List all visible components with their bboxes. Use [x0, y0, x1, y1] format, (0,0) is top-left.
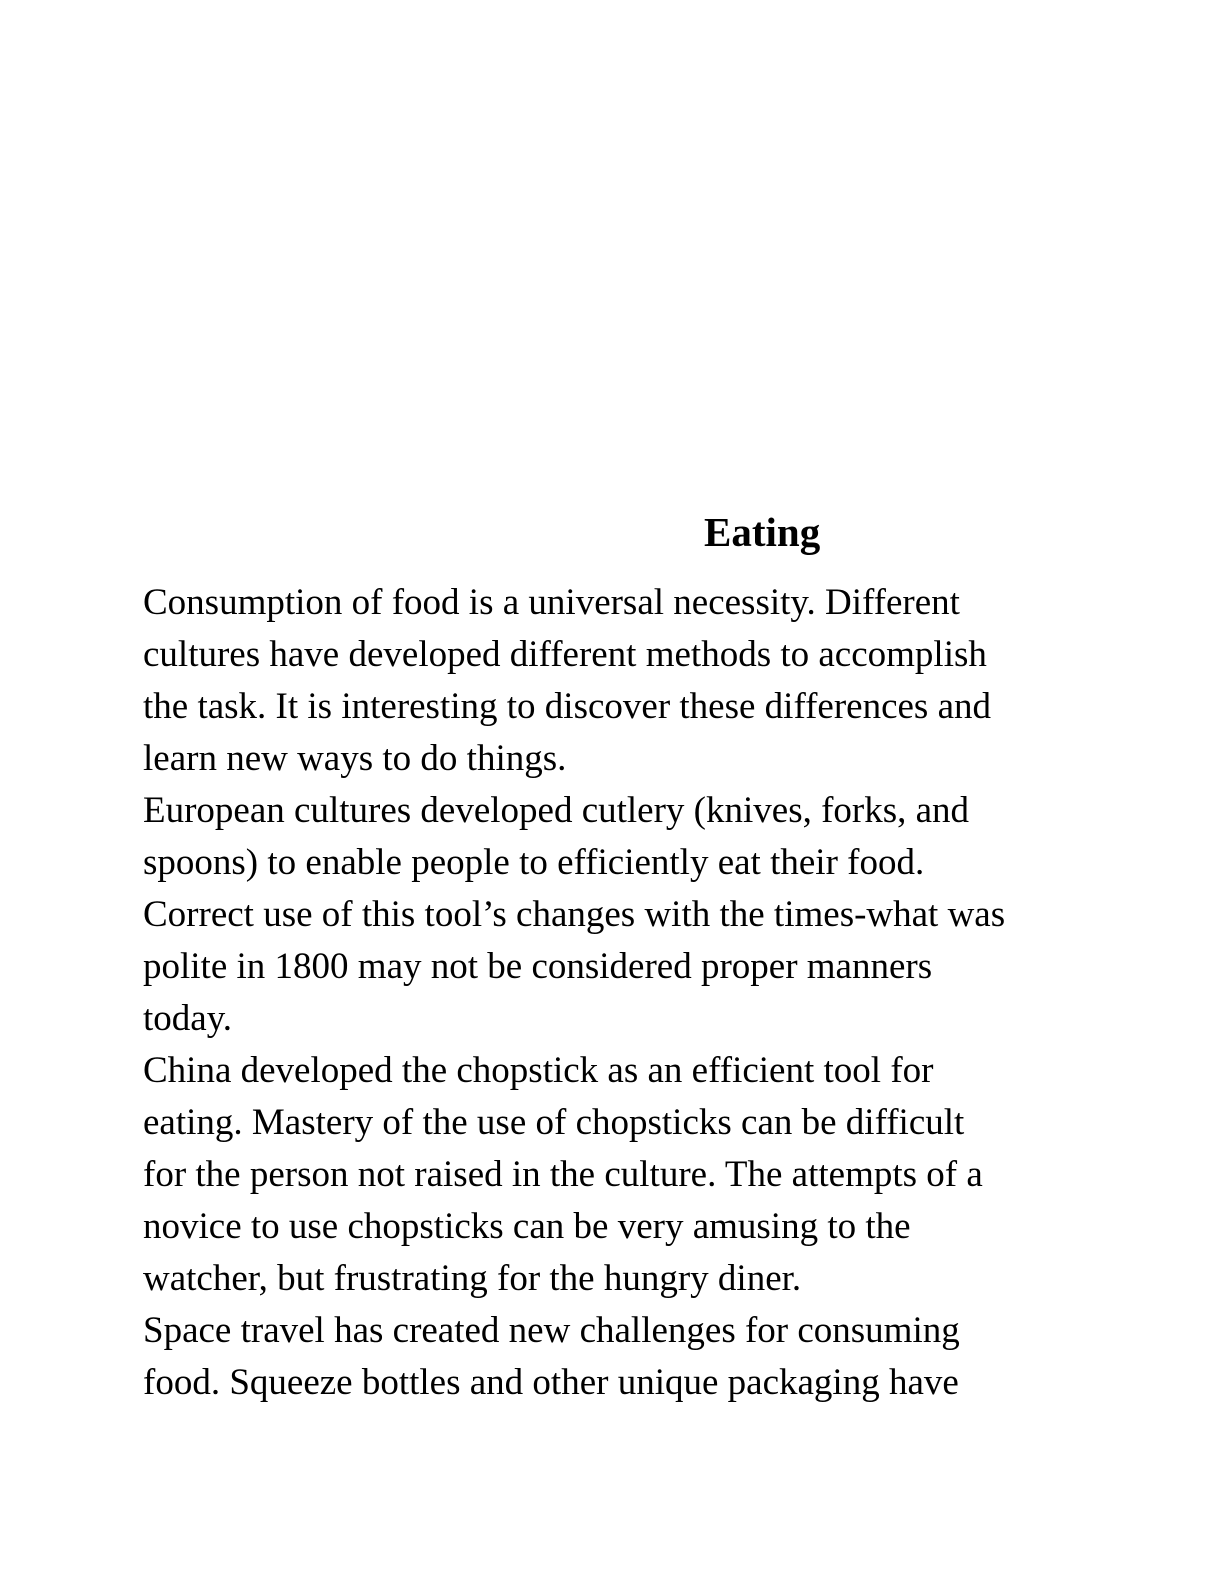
- text-line: spoons) to enable people to efficiently eat their food.: [143, 842, 925, 883]
- text-line: Correct use of this tool’s changes with the times-what was: [143, 894, 1006, 935]
- paragraph: [143, 1045, 1103, 1305]
- text-line: China developed the chopstick as an efficient tool for: [143, 1050, 934, 1091]
- document-body: [143, 577, 1103, 1409]
- paragraph: [143, 577, 1103, 785]
- text-line: today.: [143, 998, 233, 1039]
- text-line: the task. It is interesting to discover these differences and: [143, 686, 992, 727]
- text-line: novice to use chopsticks can be very amusing to the: [143, 1206, 911, 1247]
- text-line: eating. Mastery of the use of chopsticks can be difficult: [143, 1102, 965, 1143]
- text-line: European cultures developed cutlery (knives, forks, and: [143, 790, 970, 831]
- text-line: Space travel has created new challenges for consuming: [143, 1310, 960, 1351]
- text-line: watcher, but frustrating for the hungry diner.: [143, 1258, 802, 1299]
- text-line: food. Squeeze bottles and other unique packaging have: [143, 1362, 959, 1403]
- text-line: cultures have developed different methods to accomplish: [143, 634, 987, 675]
- text-line: polite in 1800 may not be considered proper manners: [143, 946, 933, 987]
- document-title: Eating: [704, 509, 821, 555]
- text-line: for the person not raised in the culture. The attempts of a: [143, 1154, 983, 1195]
- text-line: Consumption of food is a universal necessity. Different: [143, 582, 960, 623]
- text-line: learn new ways to do things.: [143, 738, 567, 779]
- paragraph: [143, 1305, 1103, 1409]
- paragraph: [143, 785, 1103, 1045]
